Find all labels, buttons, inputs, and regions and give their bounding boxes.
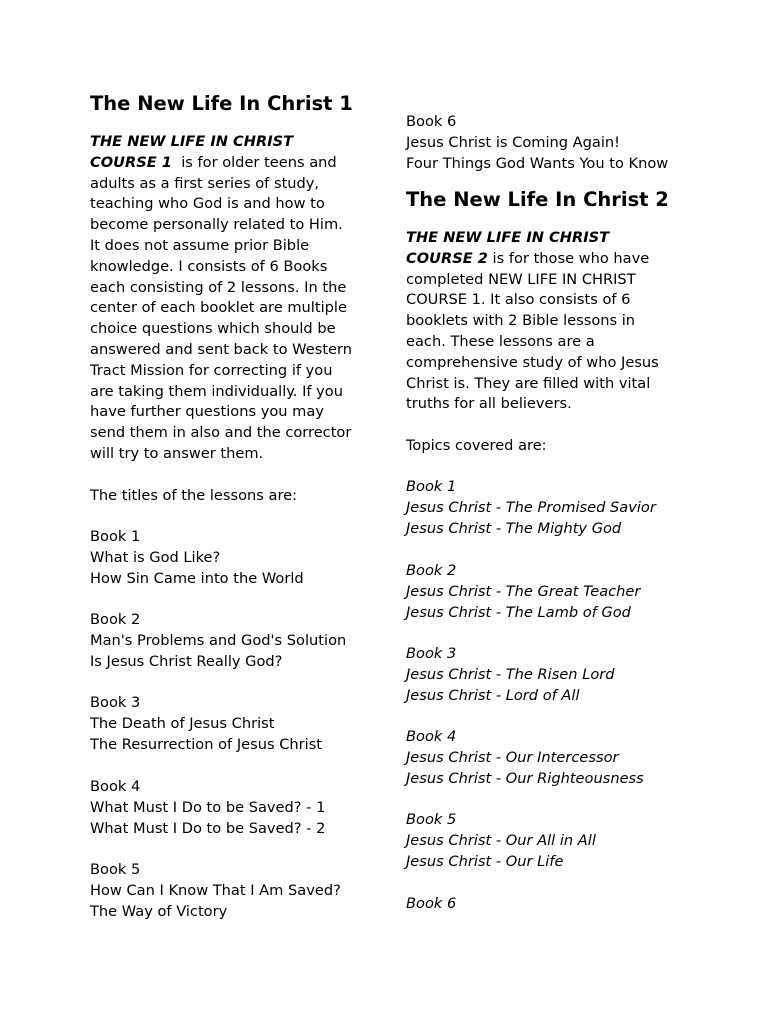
description-text: comprehensive study of who Jesus bbox=[406, 353, 659, 371]
description-text: is for those who have bbox=[487, 249, 650, 267]
lesson-title: How Can I Know That I Am Saved? bbox=[90, 881, 341, 899]
topic-line: Jesus Christ - Our Righteousness bbox=[406, 769, 644, 787]
description-text: answered and sent back to Western bbox=[90, 340, 353, 358]
book-label: Book 3 bbox=[90, 694, 141, 711]
description-text: teaching who God is and how to bbox=[90, 195, 325, 213]
course-2-heading: The New Life In Christ 2 bbox=[406, 188, 669, 211]
course-2-book-1-block bbox=[406, 477, 656, 539]
description-text: become personally related to Him. bbox=[90, 216, 343, 234]
course-2-name-line-2: COURSE 2 bbox=[406, 249, 488, 267]
lesson-title: Four Things God Wants You to Know bbox=[406, 154, 669, 172]
topic-line: Jesus Christ - Lord of All bbox=[406, 686, 580, 704]
description-text: is for older teens and bbox=[171, 153, 337, 171]
course-2-book-4-block bbox=[406, 727, 644, 789]
book-1-block bbox=[90, 527, 304, 589]
description-text: each consisting of 2 lessons. In the bbox=[90, 278, 347, 296]
description-text: are taking them individually. If you bbox=[90, 382, 343, 400]
book-label: Book 2 bbox=[90, 611, 141, 628]
description-text: knowledge. I consists of 6 Books bbox=[90, 257, 328, 275]
description-text: send them in also and the corrector bbox=[90, 424, 352, 442]
description-text: completed NEW LIFE IN CHRIST bbox=[406, 270, 636, 288]
description-text: Tract Mission for correcting if you bbox=[90, 361, 333, 379]
course-2-book-2-block bbox=[406, 561, 640, 623]
book-label: Book 2 bbox=[406, 562, 457, 579]
course-1-name-line-1: THE NEW LIFE IN CHRIST bbox=[90, 133, 294, 150]
topics-intro: Topics covered are: bbox=[406, 437, 547, 454]
description-text: each. These lessons are a bbox=[406, 332, 595, 350]
description-text: choice questions which should be bbox=[90, 320, 336, 338]
topic-line: Jesus Christ - The Mighty God bbox=[406, 519, 622, 537]
topic-line: Jesus Christ - Our All in All bbox=[406, 831, 596, 849]
description-text: It does not assume prior Bible bbox=[90, 236, 310, 254]
lesson-title: Jesus Christ is Coming Again! bbox=[406, 133, 621, 151]
book-4-block bbox=[90, 777, 325, 839]
book-2-block bbox=[90, 610, 346, 672]
description-text: will try to answer them. bbox=[90, 444, 264, 462]
topic-line: Jesus Christ - Our Intercessor bbox=[406, 748, 619, 766]
lesson-title: Is Jesus Christ Really God? bbox=[90, 652, 283, 670]
description-text: have further questions you may bbox=[90, 403, 324, 421]
topic-line: Jesus Christ - The Lamb of God bbox=[406, 603, 631, 621]
topic-line: Jesus Christ - The Great Teacher bbox=[406, 582, 641, 600]
description-text: booklets with 2 Bible lessons in bbox=[406, 312, 636, 330]
topic-line: Jesus Christ - The Risen Lord bbox=[406, 665, 615, 683]
book-label: Book 4 bbox=[406, 728, 457, 745]
book-label: Book 5 bbox=[90, 861, 141, 878]
lesson-title: The Resurrection of Jesus Christ bbox=[90, 735, 323, 753]
course-1-name-line-2: COURSE 1 bbox=[90, 153, 172, 171]
lesson-title: Man's Problems and God's Solution bbox=[90, 631, 347, 649]
course-1-description bbox=[90, 132, 352, 465]
course-2-book-3-block bbox=[406, 644, 615, 706]
description-text: adults as a first series of study, bbox=[90, 174, 320, 192]
book-label: Book 1 bbox=[406, 478, 457, 495]
description-text: center of each booklet are multiple bbox=[90, 299, 347, 317]
topic-line: Jesus Christ - The Promised Savior bbox=[406, 498, 656, 516]
course-2-book-5-block bbox=[406, 810, 596, 872]
course-2-book-6-block bbox=[406, 894, 456, 915]
book-label: Book 4 bbox=[90, 778, 141, 795]
course-2-name-line-1: THE NEW LIFE IN CHRIST bbox=[406, 229, 610, 246]
course-1-heading: The New Life In Christ 1 bbox=[90, 92, 353, 115]
book-label: Book 6 bbox=[406, 895, 457, 912]
book-6-block bbox=[406, 112, 668, 174]
description-text: truths for all believers. bbox=[406, 395, 572, 413]
lesson-title: The Death of Jesus Christ bbox=[90, 714, 275, 732]
description-text: Christ is. They are filled with vital bbox=[406, 374, 651, 392]
book-label: Book 6 bbox=[406, 113, 457, 130]
book-label: Book 3 bbox=[406, 645, 457, 662]
book-label: Book 5 bbox=[406, 811, 457, 828]
book-label: Book 1 bbox=[90, 528, 141, 545]
lesson-title: The Way of Victory bbox=[90, 902, 228, 920]
book-5-block bbox=[90, 860, 341, 922]
topic-line: Jesus Christ - Our Life bbox=[406, 852, 564, 870]
titles-intro: The titles of the lessons are: bbox=[90, 487, 298, 504]
lesson-title: What is God Like? bbox=[90, 548, 221, 566]
lesson-title: How Sin Came into the World bbox=[90, 569, 304, 587]
lesson-title: What Must I Do to be Saved? - 2 bbox=[90, 819, 326, 837]
book-3-block bbox=[90, 693, 322, 755]
description-text: COURSE 1. It also consists of 6 bbox=[406, 291, 631, 309]
course-2-description bbox=[406, 228, 659, 415]
lesson-title: What Must I Do to be Saved? - 1 bbox=[90, 798, 326, 816]
